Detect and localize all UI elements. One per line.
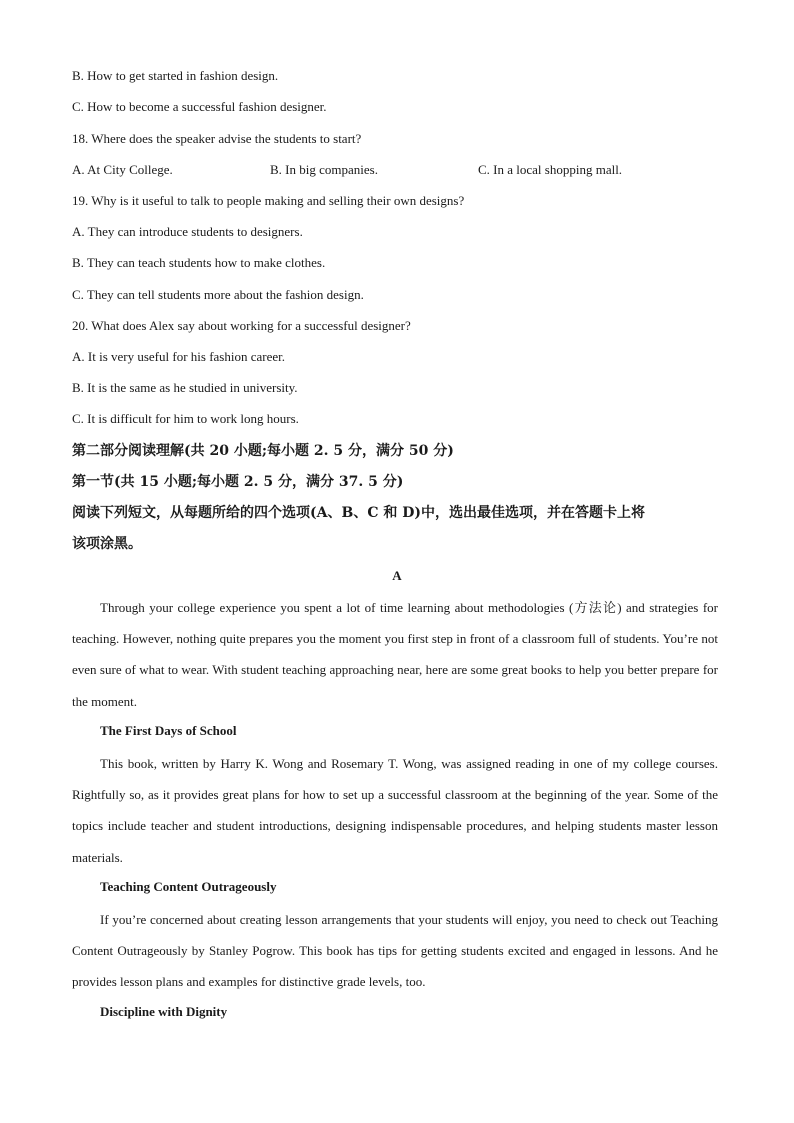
passage-intro xyxy=(72,592,718,717)
q18-option-a: A. At City College. xyxy=(72,162,173,177)
instruction-line-1: 阅读下列短文，从每题所给的四个选项(A、B、C 和 D)中，选出最佳选项，并在答题卡上将 xyxy=(72,505,645,521)
book2-paragraph: If you’re concerned about creating lesson arrangements that your students will enjoy, you need to check out Teaching Content Outrageously by Stanley Pogrow. This book has tips for getting students excited and engaged in lessons. And he provides lesson plans and examples for distinctive grade levels, too. xyxy=(72,912,718,990)
q19-option-c: C. They can tell students more about the fashion design. xyxy=(72,287,364,302)
q20-question: 20. What does Alex say about working for a successful designer? xyxy=(72,318,411,333)
book1-section xyxy=(72,748,718,873)
part-title: 第二部分阅读理解(共 20 小题;每小题 2. 5 分，满分 50 分) xyxy=(72,443,454,459)
book1-paragraph: This book, written by Harry K. Wong and Rosemary T. Wong, was assigned reading in one of my college courses. Rightfully so, as it provides great plans for how to set up a successful classroom at the beginning of the year. Some of the topics include teacher and student introductions, designing indispensable procedures, and helping students master lesson materials. xyxy=(72,756,718,865)
q20-option-b: B. It is the same as he studied in university. xyxy=(72,380,298,395)
book1-title: The First Days of School xyxy=(100,723,237,738)
book2-title: Teaching Content Outrageously xyxy=(100,879,277,894)
passage-label: A xyxy=(392,568,402,583)
intro-paragraph: Through your college experience you spent a lot of time learning about methodologies (方法论) and strategies for teaching. However, nothing quite prepares you the moment you first step in front of a classroom full of students. You’re not even sure of what to wear. With student teaching approaching near, here are some great books to help you better prepare for the moment. xyxy=(72,600,718,709)
q17-option-c: C. How to become a successful fashion designer. xyxy=(72,99,327,114)
section-subtitle: 第一节(共 15 小题;每小题 2. 5 分，满分 37. 5 分) xyxy=(72,474,404,490)
q18-option-c: C. In a local shopping mall. xyxy=(478,162,623,177)
q18-option-b: B. In big companies. xyxy=(270,162,378,177)
q19-question: 19. Why is it useful to talk to people making and selling their own designs? xyxy=(72,193,465,208)
instruction-line-2: 该项涂黑。 xyxy=(72,536,142,552)
q19-option-b: B. They can teach students how to make clothes. xyxy=(72,255,326,270)
q17-option-b: B. How to get started in fashion design. xyxy=(72,68,279,83)
q20-option-a: A. It is very useful for his fashion career. xyxy=(72,349,285,364)
book2-section xyxy=(72,904,718,998)
q20-option-c: C. It is difficult for him to work long hours. xyxy=(72,411,299,426)
q18-question: 18. Where does the speaker advise the students to start? xyxy=(72,131,362,146)
q19-option-a: A. They can introduce students to designers. xyxy=(72,224,303,239)
book3-title: Discipline with Dignity xyxy=(100,1004,228,1019)
